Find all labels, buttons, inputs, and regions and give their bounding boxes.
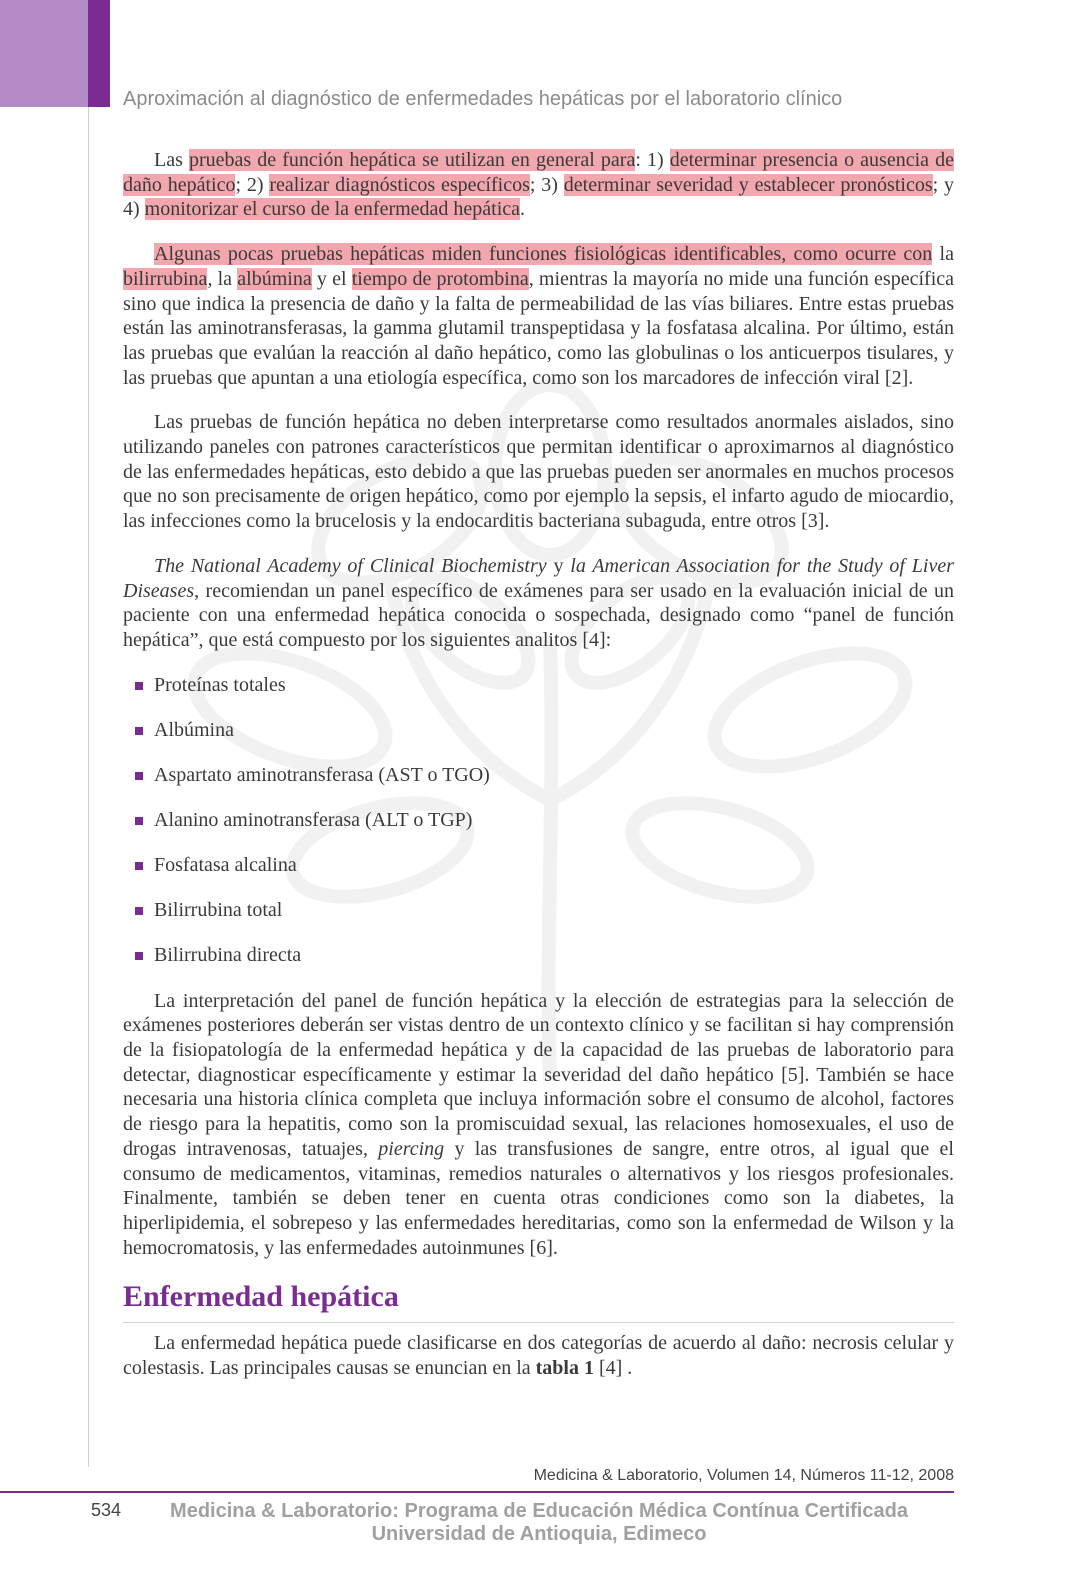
bullet-square-icon [135, 862, 143, 870]
table-reference[interactable]: tabla 1 [535, 1357, 594, 1380]
paragraph-3: Las pruebas de función hepática no deben interpretarse como resultados anormales aislados, sino utilizando paneles con patrones característicos que permitan identificar o aproximarnos al diagnóstico de las enfermedades hepáticas, esto debido a que las pruebas pueden ser anormales en muchos procesos que no son precisamente de origen hepático, como por ejemplo la sepsis, el infarto agudo de miocardio, las infecciones como la brucelosis y la endocarditis bacteriana subaguda, entre otros [3]. [123, 411, 954, 533]
margin-rule [88, 107, 89, 1467]
page-number: 534 [91, 1500, 122, 1520]
highlight: monitorizar el curso de la enfermedad hepática [144, 198, 521, 221]
paragraph-6: La enfermedad hepática puede clasificarse en dos categorías de acuerdo al daño: necrosis celular y colestasis. Las principales causas se enuncian en la tabla 1 [4] . [123, 1332, 954, 1380]
highlight: pruebas de función hepática se utilizan en general para [188, 149, 636, 171]
footer-title [139, 1500, 939, 1546]
highlight: tiempo de protombina [351, 267, 529, 290]
bullet-square-icon [135, 952, 143, 960]
footer-line-1: Medicina & Laboratorio: Programa de Educación Médica Contínua Certificada [170, 1500, 908, 1522]
list-item: Alanino aminotransferasa (ALT o TGP) [123, 808, 954, 832]
footer-rule [0, 1491, 954, 1493]
article-body [123, 148, 954, 1401]
list-item: Aspartato aminotransferasa (AST o TGO) [123, 763, 954, 787]
paragraph-1: Las pruebas de función hepática se utilizan en general para: 1) determinar presencia o ausencia de daño hepático; 2) realizar diagnósticos específicos; 3) determinar severidad y establecer pronósticos; y 4) monitorizar el curso de la enfermedad hepática. [123, 149, 955, 221]
bullet-square-icon [135, 907, 143, 915]
highlight: determinar presencia o ausencia de daño hepático [123, 149, 954, 196]
highlight: albúmina [237, 267, 312, 290]
section-title: Enfermedad hepática [123, 1280, 954, 1323]
bullet-square-icon [135, 682, 143, 690]
bullet-square-icon [135, 772, 143, 780]
analyte-list [123, 673, 954, 967]
running-head: Aproximación al diagnóstico de enfermedades hepáticas por el laboratorio clínico [123, 88, 843, 110]
list-item: Albúmina [123, 718, 954, 742]
list-item: Fosfatasa alcalina [123, 853, 954, 877]
paragraph-5: La interpretación del panel de función hepática y la elección de estrategias para la selección de exámenes posteriores deberán ser vistas dentro de un contexto clínico y se facilitan si hay comprensión de la fisiopatología de la enfermedad hepática y de la capacidad de las pruebas de laboratorio para detectar, diagnosticar específicamente y estimar la severidad del daño hepático [5]. También se hace necesaria una historia clínica completa que incluya información sobre el consumo de alcohol, factores de riesgo para la hepatitis, como son la promiscuidad sexual, las relaciones homosexuales, el uso de drogas intravenosas, tatuajes, piercing y las transfusiones de sangre, entre otros, al igual que el consumo de medicamentos, vitaminas, remedios naturales o alternativos y los riesgos profesionales. Finalmente, también se deben tener en cuenta otras condiciones como son la diabetes, la hiperlipidemia, el sobrepeso y las enfermedades hereditarias, como son la enfermedad de Wilson y la hemocromatosis, y las enfermedades autoinmunes [6]. [123, 989, 954, 1259]
highlight: Algunas pocas pruebas hepáticas miden funciones fisiológicas identificables, como ocurre con [154, 243, 933, 266]
journal-citation: Medicina & Laboratorio, Volumen 14, Números 11-12, 2008 [533, 1467, 954, 1484]
corner-stripe [88, 0, 110, 107]
paragraph-4: The National Academy of Clinical Biochemistry y la American Association for the Study of Liver Diseases, recomiendan un panel específico de exámenes para ser usado en la evaluación inicial de un paciente con una enfermedad hepática conocida o sospechada, designado como “panel de función hepática”, que está compuesto por los siguientes analitos [4]: [123, 554, 955, 651]
paragraph-2: Algunas pocas pruebas hepáticas miden funciones fisiológicas identificables, como ocurre con la bilirrubina, la albúmina y el tiempo de protombina, mientras la mayoría no mide una función específica sino que indica la presencia de daño y la falta de permeabilidad de las vías biliares. Entre estas pruebas están las aminotransferasas, la gamma glutamil transpeptidasa y la fosfatasa alcalina. Por último, están las pruebas que evalúan la reacción al daño hepático, como las globulinas o los anticuerpos tisulares, y las pruebas que apuntan a una etiología específica, como son los marcadores de infección viral [2]. [123, 243, 954, 389]
bullet-square-icon [135, 727, 143, 735]
highlight: bilirrubina [123, 267, 208, 290]
bullet-square-icon [135, 817, 143, 825]
highlight: determinar severidad y establecer pronósticos [563, 173, 933, 196]
corner-block [0, 0, 88, 107]
list-item: Bilirrubina total [123, 898, 954, 922]
list-item: Proteínas totales [123, 673, 954, 697]
highlight: realizar diagnósticos específicos [269, 173, 530, 196]
footer-line-2: Universidad de Antioquia, Edimeco [371, 1523, 707, 1545]
list-item: Bilirrubina directa [123, 943, 954, 967]
